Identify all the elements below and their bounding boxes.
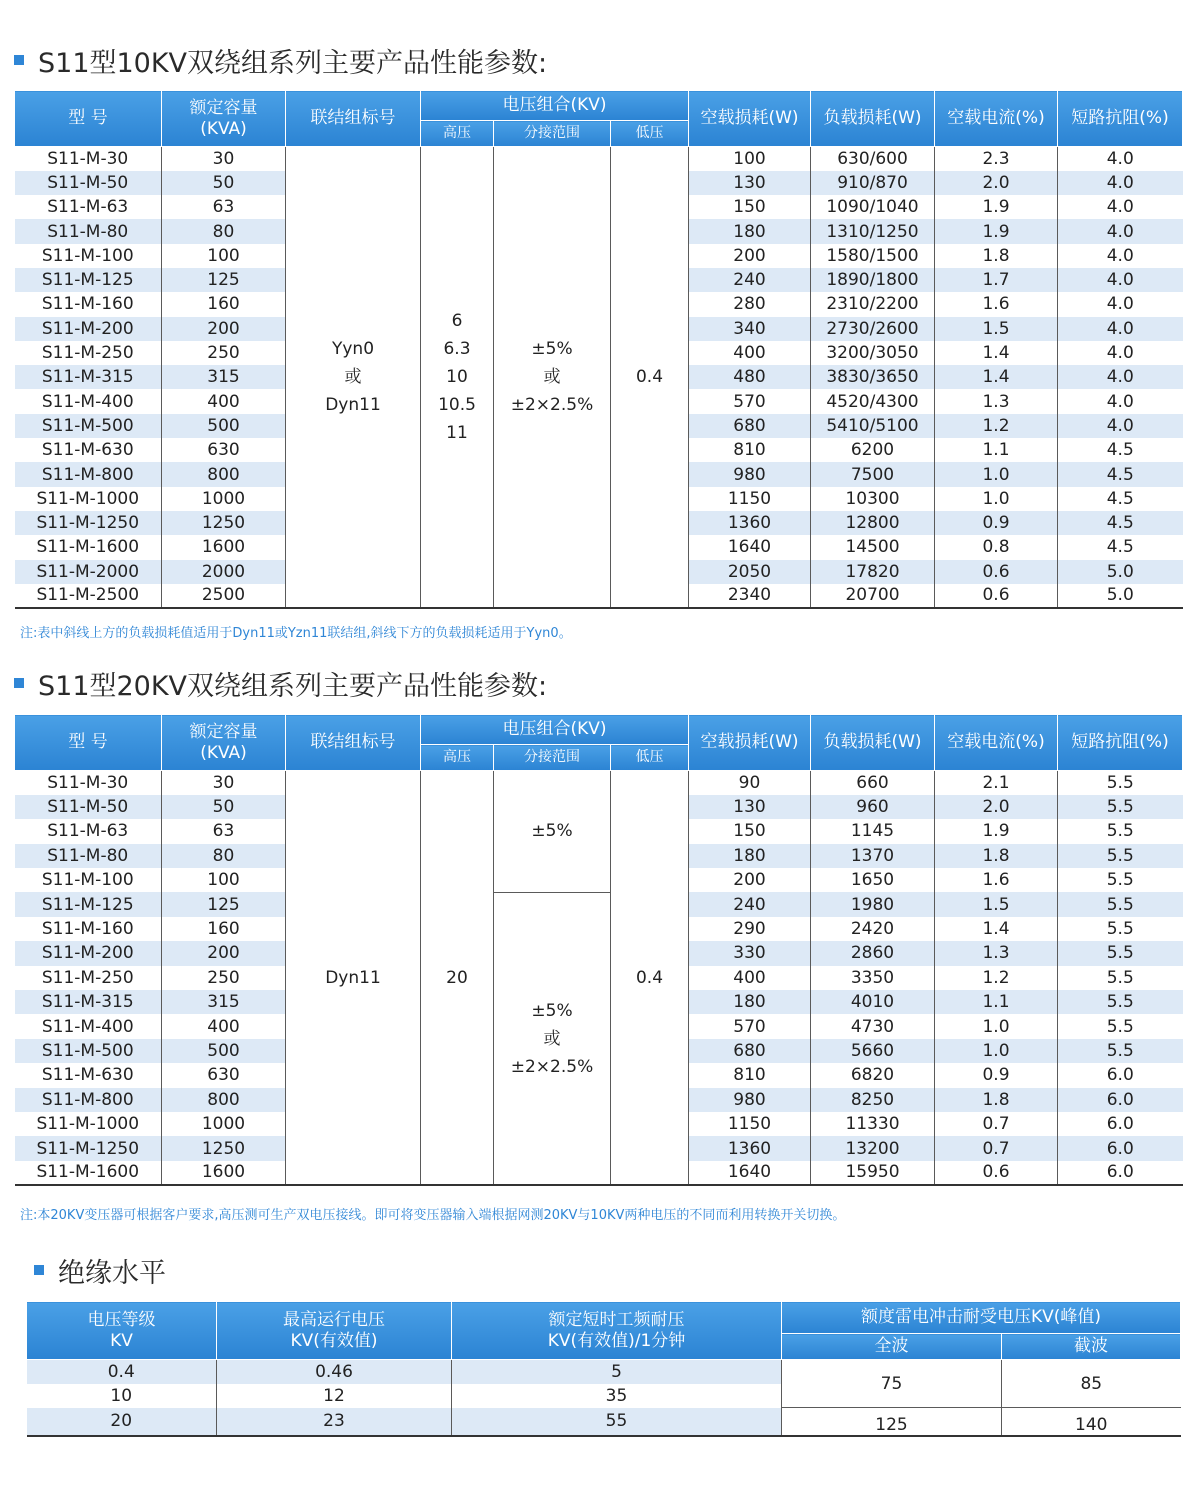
table-cell: 1890/1800 xyxy=(811,268,935,292)
table-cell: 3200/3050 xyxy=(811,341,935,365)
table-cell: 5.5 xyxy=(1058,990,1183,1014)
table-cell: 1600 xyxy=(162,535,286,559)
table-cell: S11-M-1000 xyxy=(15,487,162,511)
header-model: 型 号 xyxy=(15,715,162,771)
table-cell: 500 xyxy=(162,414,286,438)
header-no-load-loss: 空载损耗(W) xyxy=(689,715,811,771)
table-cell: S11-M-250 xyxy=(15,966,162,990)
table-cell: 4520/4300 xyxy=(811,389,935,413)
table-cell: 1980 xyxy=(811,892,935,916)
table-cell: 20 xyxy=(27,1408,217,1436)
table-cell: 12 xyxy=(217,1384,452,1408)
header-capacity: 额定容量 (KVA) xyxy=(162,91,286,147)
table-cell: 2340 xyxy=(689,584,811,608)
table-cell: 330 xyxy=(689,941,811,965)
table-cell: 5.0 xyxy=(1058,584,1183,608)
table-cell: 1360 xyxy=(689,1136,811,1160)
table-cell: 6200 xyxy=(811,438,935,462)
table-cell: 140 xyxy=(1002,1408,1181,1436)
table-cell: 4010 xyxy=(811,990,935,1014)
table-cell: 30 xyxy=(162,771,286,795)
table-cell: 4.0 xyxy=(1058,171,1183,195)
table-cell: S11-M-80 xyxy=(15,844,162,868)
table-cell: S11-M-250 xyxy=(15,341,162,365)
table-cell: S11-M-1250 xyxy=(15,511,162,535)
table-cell: 125 xyxy=(782,1408,1002,1436)
header-tap: 分接范围 xyxy=(494,745,611,771)
table-cell: 12800 xyxy=(811,511,935,535)
table-cell: 100 xyxy=(162,244,286,268)
table-cell: 400 xyxy=(162,1014,286,1038)
table-cell: 1.6 xyxy=(935,292,1058,316)
table-cell: 810 xyxy=(689,1063,811,1087)
table-cell: 5.5 xyxy=(1058,941,1183,965)
table-cell: 4.0 xyxy=(1058,195,1183,219)
table-cell: 1000 xyxy=(162,487,286,511)
table-cell: 0.9 xyxy=(935,1063,1058,1087)
table-cell: 2050 xyxy=(689,560,811,584)
header-no-load-loss: 空载损耗(W) xyxy=(689,91,811,147)
header-lv: 低压 xyxy=(611,745,689,771)
table-cell: 800 xyxy=(162,1088,286,1112)
table-cell: 1.9 xyxy=(935,219,1058,243)
table-cell: 5.5 xyxy=(1058,868,1183,892)
table-cell: S11-M-50 xyxy=(15,171,162,195)
table-cell: 4730 xyxy=(811,1014,935,1038)
table-cell: 1.3 xyxy=(935,389,1058,413)
table-cell: 680 xyxy=(689,1039,811,1063)
header-impedance: 短路抗阻(%) xyxy=(1058,715,1183,771)
table-cell: 660 xyxy=(811,771,935,795)
table-cell: 200 xyxy=(162,941,286,965)
table-cell: 2.0 xyxy=(935,795,1058,819)
merged-tap-lower: ±5% 或 ±2×2.5% xyxy=(494,892,611,1185)
header-tap: 分接范围 xyxy=(494,121,611,147)
table-cell: 1.8 xyxy=(935,1088,1058,1112)
table-cell: 14500 xyxy=(811,535,935,559)
merged-lv: 0.4 xyxy=(611,147,689,609)
table-cell: 7500 xyxy=(811,462,935,486)
table-cell: 5410/5100 xyxy=(811,414,935,438)
table-cell: S11-M-200 xyxy=(15,317,162,341)
section3-title: 绝缘水平 xyxy=(34,1252,166,1288)
spec-table-20kv xyxy=(14,714,1183,1186)
table-cell: 1.8 xyxy=(935,844,1058,868)
table-cell: S11-M-2000 xyxy=(15,560,162,584)
bullet-square-icon xyxy=(34,1265,44,1275)
table-cell: S11-M-50 xyxy=(15,795,162,819)
table-cell: 1.1 xyxy=(935,438,1058,462)
table-cell: S11-M-200 xyxy=(15,941,162,965)
table-cell: 1.0 xyxy=(935,1039,1058,1063)
table-cell: 200 xyxy=(689,868,811,892)
table-cell: 1360 xyxy=(689,511,811,535)
header-connection: 联结组标号 xyxy=(286,715,421,771)
table-cell: S11-M-630 xyxy=(15,1063,162,1087)
table-cell: 63 xyxy=(162,195,286,219)
table-cell: S11-M-2500 xyxy=(15,584,162,608)
table-cell: 150 xyxy=(689,819,811,843)
table-cell: 200 xyxy=(162,317,286,341)
table-cell: 200 xyxy=(689,244,811,268)
header-load-loss: 负载损耗(W) xyxy=(811,91,935,147)
table-cell: 5.5 xyxy=(1058,917,1183,941)
table-cell: 5.5 xyxy=(1058,771,1183,795)
table-cell: 63 xyxy=(162,819,286,843)
section2-title: S11型20KV双绕组系列主要产品性能参数: xyxy=(14,665,547,701)
note-10kv: 注:表中斜线上方的负载损耗值适用于Dyn11或Yzn11联结组,斜线下方的负载损耗适用于Yyn0。 xyxy=(20,626,572,641)
table-cell: 1.4 xyxy=(935,917,1058,941)
table-cell: 400 xyxy=(689,341,811,365)
table-cell: 5.5 xyxy=(1058,795,1183,819)
table-body xyxy=(15,147,1183,609)
table-cell: S11-M-63 xyxy=(15,195,162,219)
table-cell: S11-M-400 xyxy=(15,1014,162,1038)
table-cell: 100 xyxy=(689,147,811,171)
table-cell: S11-M-315 xyxy=(15,990,162,1014)
section1-title: S11型10KV双绕组系列主要产品性能参数: xyxy=(14,42,547,78)
table-cell: S11-M-500 xyxy=(15,414,162,438)
header-max-op: 最高运行电压 KV(有效值) xyxy=(217,1302,452,1360)
table-cell: 180 xyxy=(689,219,811,243)
table-cell: S11-M-100 xyxy=(15,244,162,268)
merged-connection: Yyn0 或 Dyn11 xyxy=(286,147,421,609)
table-cell: 5.5 xyxy=(1058,892,1183,916)
table-cell: 0.46 xyxy=(217,1360,452,1384)
table-cell: 1650 xyxy=(811,868,935,892)
table-cell: 810 xyxy=(689,438,811,462)
table-cell: S11-M-1600 xyxy=(15,535,162,559)
table-cell: S11-M-800 xyxy=(15,462,162,486)
table-cell: 1150 xyxy=(689,1112,811,1136)
header-impedance: 短路抗阻(%) xyxy=(1058,91,1183,147)
table-cell: 20700 xyxy=(811,584,935,608)
table-cell: 480 xyxy=(689,365,811,389)
table-cell: 1.4 xyxy=(935,365,1058,389)
table-cell: 6820 xyxy=(811,1063,935,1087)
table-cell: 910/870 xyxy=(811,171,935,195)
table-cell: 570 xyxy=(689,389,811,413)
merged-full-wave: 75 xyxy=(782,1360,1002,1408)
table-cell: 1640 xyxy=(689,1161,811,1185)
table-cell: 5660 xyxy=(811,1039,935,1063)
table-cell: 2.3 xyxy=(935,147,1058,171)
table-cell: 1090/1040 xyxy=(811,195,935,219)
table-cell: 1.0 xyxy=(935,487,1058,511)
table-cell: 960 xyxy=(811,795,935,819)
header-hv: 高压 xyxy=(421,745,494,771)
table-cell: 240 xyxy=(689,892,811,916)
table-cell: 55 xyxy=(452,1408,782,1436)
table-row xyxy=(15,147,1183,171)
table-cell: 0.9 xyxy=(935,511,1058,535)
table-cell: 0.6 xyxy=(935,584,1058,608)
table-cell: S11-M-30 xyxy=(15,147,162,171)
table-cell: S11-M-800 xyxy=(15,1088,162,1112)
table-cell: 1.0 xyxy=(935,462,1058,486)
table-cell: 800 xyxy=(162,462,286,486)
table-cell: 1.6 xyxy=(935,868,1058,892)
table-cell: 340 xyxy=(689,317,811,341)
table-cell: 290 xyxy=(689,917,811,941)
header-capacity: 额定容量 (KVA) xyxy=(162,715,286,771)
table-cell: S11-M-100 xyxy=(15,868,162,892)
header-short-withstand: 额定短时工频耐压 KV(有效值)/1分钟 xyxy=(452,1302,782,1360)
table-cell: 5.5 xyxy=(1058,844,1183,868)
table-cell: 15950 xyxy=(811,1161,935,1185)
table-cell: S11-M-1000 xyxy=(15,1112,162,1136)
table-cell: 6.0 xyxy=(1058,1136,1183,1160)
table-cell: 1600 xyxy=(162,1161,286,1185)
table-cell: 160 xyxy=(162,917,286,941)
table-cell: 11330 xyxy=(811,1112,935,1136)
table-cell: 250 xyxy=(162,341,286,365)
header-grade: 电压等级 KV xyxy=(27,1302,217,1360)
table-cell: 100 xyxy=(162,868,286,892)
table-cell: 5.0 xyxy=(1058,560,1183,584)
table-cell: 5.5 xyxy=(1058,1014,1183,1038)
table-cell: 1.2 xyxy=(935,966,1058,990)
merged-hv: 20 xyxy=(421,771,494,1186)
table-cell: 1.5 xyxy=(935,892,1058,916)
table-cell: 90 xyxy=(689,771,811,795)
table-cell: 2420 xyxy=(811,917,935,941)
table-cell: 17820 xyxy=(811,560,935,584)
table-cell: 1.9 xyxy=(935,195,1058,219)
table-cell: 6.0 xyxy=(1058,1063,1183,1087)
table-cell: 10300 xyxy=(811,487,935,511)
table-cell: 130 xyxy=(689,795,811,819)
header-voltage: 电压组合(KV) xyxy=(421,715,689,745)
table-cell: 2310/2200 xyxy=(811,292,935,316)
table-cell: 1.8 xyxy=(935,244,1058,268)
table-cell: S11-M-1250 xyxy=(15,1136,162,1160)
table-cell: 3830/3650 xyxy=(811,365,935,389)
table-cell: 1310/1250 xyxy=(811,219,935,243)
table-cell: 1640 xyxy=(689,535,811,559)
table-cell: 4.5 xyxy=(1058,487,1183,511)
table-cell: 1.7 xyxy=(935,268,1058,292)
table-cell: 315 xyxy=(162,990,286,1014)
header-no-load-current: 空载电流(%) xyxy=(935,715,1058,771)
table-cell: S11-M-160 xyxy=(15,917,162,941)
table-cell: 0.7 xyxy=(935,1112,1058,1136)
header-model: 型 号 xyxy=(15,91,162,147)
table-cell: S11-M-1600 xyxy=(15,1161,162,1185)
table-cell: 1.1 xyxy=(935,990,1058,1014)
header-impulse: 额度雷电冲击耐受电压KV(峰值) xyxy=(782,1302,1181,1334)
table-cell: 4.0 xyxy=(1058,414,1183,438)
table-cell: 13200 xyxy=(811,1136,935,1160)
bullet-square-icon xyxy=(14,55,24,65)
table-cell: 2000 xyxy=(162,560,286,584)
table-cell: S11-M-160 xyxy=(15,292,162,316)
merged-connection: Dyn11 xyxy=(286,771,421,1186)
header-chopped-wave: 截波 xyxy=(1002,1334,1181,1360)
table-cell: 1145 xyxy=(811,819,935,843)
table-cell: 250 xyxy=(162,966,286,990)
table-cell: S11-M-125 xyxy=(15,268,162,292)
table-cell: S11-M-400 xyxy=(15,389,162,413)
table-cell: 1.4 xyxy=(935,341,1058,365)
table-cell: 1.0 xyxy=(935,1014,1058,1038)
merged-tap: ±5% 或 ±2×2.5% xyxy=(494,147,611,609)
table-cell: 2.0 xyxy=(935,171,1058,195)
table-cell: 4.0 xyxy=(1058,341,1183,365)
table-cell: S11-M-630 xyxy=(15,438,162,462)
table-cell: 630/600 xyxy=(811,147,935,171)
table-cell: 630 xyxy=(162,438,286,462)
table-cell: 4.0 xyxy=(1058,268,1183,292)
table-cell: 2730/2600 xyxy=(811,317,935,341)
table-cell: 4.5 xyxy=(1058,462,1183,486)
table-cell: 4.0 xyxy=(1058,244,1183,268)
table-cell: 6.0 xyxy=(1058,1112,1183,1136)
table-cell: 125 xyxy=(162,268,286,292)
table-cell: 2.1 xyxy=(935,771,1058,795)
table-cell: S11-M-80 xyxy=(15,219,162,243)
table-cell: 180 xyxy=(689,844,811,868)
table-cell: 1580/1500 xyxy=(811,244,935,268)
bullet-square-icon xyxy=(14,678,24,688)
table-cell: 1370 xyxy=(811,844,935,868)
merged-tap-upper: ±5% xyxy=(494,771,611,893)
table-cell: 4.0 xyxy=(1058,365,1183,389)
table-cell: 125 xyxy=(162,892,286,916)
table-cell: 570 xyxy=(689,1014,811,1038)
table-cell: 240 xyxy=(689,268,811,292)
table-body xyxy=(27,1360,1181,1436)
table-cell: S11-M-63 xyxy=(15,819,162,843)
table-cell: 0.7 xyxy=(935,1136,1058,1160)
table-cell: 180 xyxy=(689,990,811,1014)
table-cell: S11-M-500 xyxy=(15,1039,162,1063)
table-cell: 160 xyxy=(162,292,286,316)
table-cell: 8250 xyxy=(811,1088,935,1112)
table-cell: 4.0 xyxy=(1058,389,1183,413)
merged-hv: 6 6.3 10 10.5 11 xyxy=(421,147,494,609)
table-cell: 2500 xyxy=(162,584,286,608)
header-load-loss: 负载损耗(W) xyxy=(811,715,935,771)
table-cell: 5.5 xyxy=(1058,966,1183,990)
table-cell: 4.0 xyxy=(1058,147,1183,171)
table-cell: 1250 xyxy=(162,511,286,535)
table-cell: 0.6 xyxy=(935,1161,1058,1185)
header-connection: 联结组标号 xyxy=(286,91,421,147)
table-cell: 0.6 xyxy=(935,560,1058,584)
table-cell: 4.5 xyxy=(1058,438,1183,462)
table-cell: 630 xyxy=(162,1063,286,1087)
table-cell: 1.3 xyxy=(935,941,1058,965)
table-body xyxy=(15,771,1183,1186)
table-cell: 130 xyxy=(689,171,811,195)
table-cell: 400 xyxy=(162,389,286,413)
table-row xyxy=(15,771,1183,795)
table-cell: 50 xyxy=(162,171,286,195)
merged-chopped-wave: 85 xyxy=(1002,1360,1181,1408)
table-cell: 5.5 xyxy=(1058,819,1183,843)
header-hv: 高压 xyxy=(421,121,494,147)
table-cell: 0.8 xyxy=(935,535,1058,559)
table-cell: 980 xyxy=(689,462,811,486)
header-no-load-current: 空载电流(%) xyxy=(935,91,1058,147)
merged-lv: 0.4 xyxy=(611,771,689,1186)
header-voltage: 电压组合(KV) xyxy=(421,91,689,121)
table-cell: 980 xyxy=(689,1088,811,1112)
table-cell: 6.0 xyxy=(1058,1088,1183,1112)
table-cell: 0.4 xyxy=(27,1360,217,1384)
table-cell: 1250 xyxy=(162,1136,286,1160)
table-cell: 1.2 xyxy=(935,414,1058,438)
table-cell: 400 xyxy=(689,966,811,990)
table-cell: 4.0 xyxy=(1058,219,1183,243)
table-cell: 500 xyxy=(162,1039,286,1063)
table-cell: 80 xyxy=(162,219,286,243)
table-cell: 4.5 xyxy=(1058,535,1183,559)
table-cell: 30 xyxy=(162,147,286,171)
table-cell: 6.0 xyxy=(1058,1161,1183,1185)
table-cell: 5 xyxy=(452,1360,782,1384)
table-cell: 4.0 xyxy=(1058,292,1183,316)
table-cell: 23 xyxy=(217,1408,452,1436)
table-cell: 80 xyxy=(162,844,286,868)
table-cell: 4.0 xyxy=(1058,317,1183,341)
table-cell: 150 xyxy=(689,195,811,219)
insulation-table xyxy=(26,1301,1181,1437)
table-cell: 1.5 xyxy=(935,317,1058,341)
spec-table-10kv xyxy=(14,90,1183,609)
header-lv: 低压 xyxy=(611,121,689,147)
table-cell: 1.9 xyxy=(935,819,1058,843)
table-cell: 4.5 xyxy=(1058,511,1183,535)
table-cell: 10 xyxy=(27,1384,217,1408)
table-cell: S11-M-315 xyxy=(15,365,162,389)
header-full-wave: 全波 xyxy=(782,1334,1002,1360)
table-row xyxy=(15,892,1183,916)
table-cell: 3350 xyxy=(811,966,935,990)
table-cell: 1150 xyxy=(689,487,811,511)
table-cell: 5.5 xyxy=(1058,1039,1183,1063)
table-cell: 1000 xyxy=(162,1112,286,1136)
note-20kv: 注:本20KV变压器可根据客户要求,高压测可生产双电压接线。即可将变压器输入端根据网测20KV与10KV两种电压的不同而利用转换开关切换。 xyxy=(20,1208,846,1223)
table-cell: S11-M-125 xyxy=(15,892,162,916)
table-cell: 50 xyxy=(162,795,286,819)
table-cell: 315 xyxy=(162,365,286,389)
table-cell: 2860 xyxy=(811,941,935,965)
table-cell: 680 xyxy=(689,414,811,438)
table-cell: 280 xyxy=(689,292,811,316)
table-cell: S11-M-30 xyxy=(15,771,162,795)
table-cell: 35 xyxy=(452,1384,782,1408)
